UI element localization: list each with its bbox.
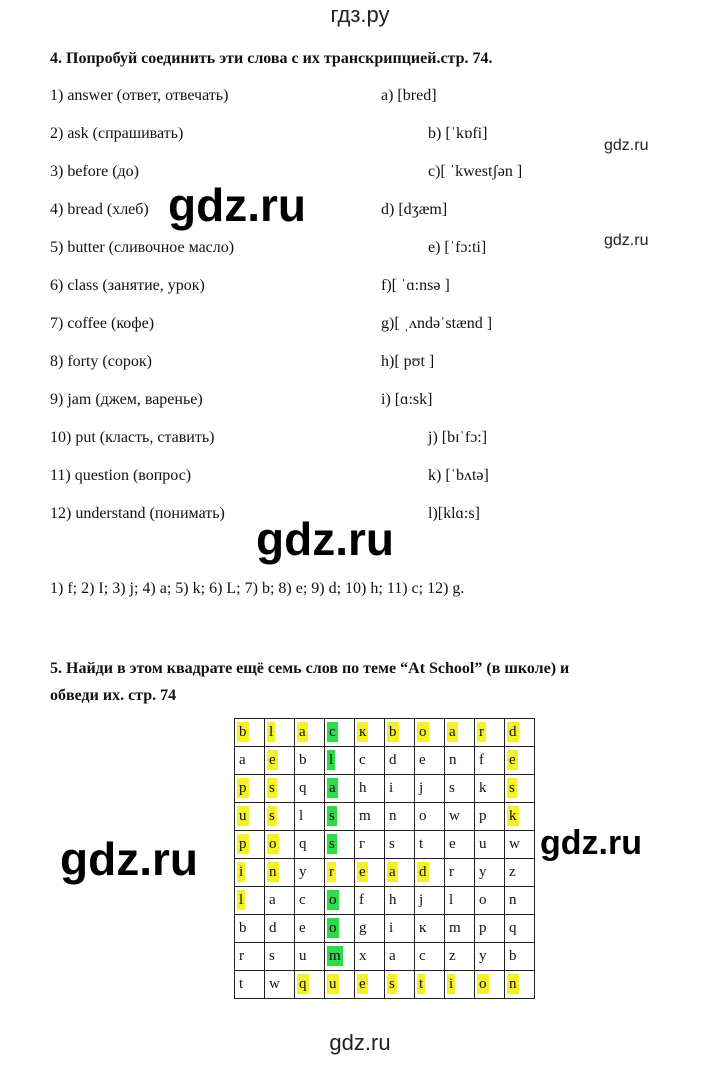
word-search-grid bbox=[234, 718, 535, 999]
grid-cell[interactable] bbox=[505, 943, 535, 971]
grid-cell[interactable] bbox=[445, 971, 475, 999]
grid-letter: e bbox=[269, 752, 276, 768]
grid-cell[interactable] bbox=[505, 775, 535, 803]
grid-cell[interactable] bbox=[355, 775, 385, 803]
grid-letter: q bbox=[299, 976, 307, 992]
grid-letter: c bbox=[299, 892, 306, 908]
transcription-item: f)[ ˈɑ:nsə ] bbox=[381, 277, 450, 294]
grid-cell[interactable] bbox=[475, 747, 505, 775]
grid-cell[interactable] bbox=[445, 831, 475, 859]
grid-letter: n bbox=[509, 976, 517, 992]
grid-letter: n bbox=[449, 752, 457, 768]
grid-letter: b bbox=[239, 724, 247, 740]
grid-letter: n bbox=[389, 808, 397, 824]
grid-cell[interactable] bbox=[325, 915, 355, 943]
answer-line: 1) f; 2) I; 3) j; 4) a; 5) k; 6) L; 7) b; 8) e; 9) d; 10) h; 11) c; 12) g. bbox=[50, 580, 465, 597]
grid-letter: y bbox=[299, 864, 307, 880]
grid-letter: s bbox=[269, 808, 275, 824]
watermark-small: gdz.ru bbox=[604, 137, 649, 154]
grid-cell[interactable] bbox=[295, 971, 325, 999]
transcription-item: g)[ ˌʌndəˈstænd ] bbox=[381, 315, 493, 332]
grid-cell[interactable] bbox=[355, 971, 385, 999]
word-item: 3) before (до) bbox=[50, 163, 139, 180]
grid-cell[interactable] bbox=[265, 747, 295, 775]
grid-letter: p bbox=[479, 808, 487, 824]
grid-letter: к bbox=[419, 920, 427, 936]
task5-heading-cont: обведи их. стр. 74 bbox=[50, 687, 177, 704]
grid-letter: o bbox=[329, 920, 337, 936]
transcription-item: j) [bɪˈfɔ:] bbox=[428, 429, 488, 446]
grid-letter: m bbox=[359, 808, 371, 824]
grid-cell[interactable] bbox=[235, 887, 265, 915]
grid-letter: o bbox=[269, 836, 277, 852]
transcription-item: b) [ˈkɒfi] bbox=[428, 125, 488, 142]
transcription-item: a) [bred] bbox=[381, 87, 437, 104]
grid-cell[interactable] bbox=[265, 775, 295, 803]
grid-cell[interactable] bbox=[475, 803, 505, 831]
grid-row bbox=[235, 943, 535, 971]
grid-cell[interactable] bbox=[385, 915, 415, 943]
watermark-small: gdz.ru bbox=[604, 232, 649, 249]
grid-letter: y bbox=[479, 864, 487, 880]
grid-cell[interactable] bbox=[415, 859, 445, 887]
word-item: 6) class (занятие, урок) bbox=[50, 277, 205, 294]
word-item: 5) butter (сливочное масло) bbox=[50, 239, 235, 256]
grid-cell[interactable] bbox=[325, 887, 355, 915]
grid-cell[interactable] bbox=[475, 887, 505, 915]
grid-letter: c bbox=[419, 948, 426, 964]
grid-cell[interactable] bbox=[325, 971, 355, 999]
grid-cell[interactable] bbox=[325, 859, 355, 887]
grid-cell[interactable] bbox=[235, 943, 265, 971]
grid-cell[interactable] bbox=[355, 859, 385, 887]
grid-cell[interactable] bbox=[325, 943, 355, 971]
grid-letter: e bbox=[419, 752, 426, 768]
grid-cell[interactable] bbox=[265, 887, 295, 915]
grid-letter: a bbox=[239, 752, 246, 768]
grid-letter: c bbox=[359, 752, 366, 768]
transcription-item: e) [ˈfɔ:ti] bbox=[428, 239, 487, 256]
grid-letter: o bbox=[479, 892, 487, 908]
grid-cell[interactable] bbox=[385, 719, 415, 747]
grid-cell[interactable] bbox=[355, 747, 385, 775]
grid-letter: l bbox=[299, 808, 304, 824]
grid-letter: l bbox=[269, 724, 274, 740]
grid-cell[interactable] bbox=[235, 719, 265, 747]
grid-letter: m bbox=[329, 948, 341, 964]
word-item: 4) bread (хлеб) bbox=[50, 201, 149, 218]
grid-cell[interactable] bbox=[415, 915, 445, 943]
grid-letter: d bbox=[269, 920, 277, 936]
grid-letter: q bbox=[299, 780, 307, 796]
grid-letter: i bbox=[389, 920, 394, 936]
grid-cell[interactable] bbox=[415, 747, 445, 775]
grid-letter: w bbox=[449, 808, 460, 824]
grid-letter: l bbox=[449, 892, 454, 908]
grid-cell[interactable] bbox=[415, 831, 445, 859]
grid-cell[interactable] bbox=[385, 747, 415, 775]
grid-letter: p bbox=[479, 920, 487, 936]
watermark-bottom: gdz.ru bbox=[329, 1030, 391, 1055]
grid-cell[interactable] bbox=[325, 747, 355, 775]
grid-letter: u bbox=[329, 976, 337, 992]
grid-cell[interactable] bbox=[235, 971, 265, 999]
grid-letter: f bbox=[479, 752, 484, 768]
grid-letter: z bbox=[449, 948, 456, 964]
grid-cell[interactable] bbox=[325, 719, 355, 747]
grid-cell[interactable] bbox=[355, 943, 385, 971]
grid-cell[interactable] bbox=[445, 775, 475, 803]
grid-cell[interactable] bbox=[475, 859, 505, 887]
grid-letter: p bbox=[239, 836, 247, 852]
word-item: 9) jam (джем, варенье) bbox=[50, 391, 203, 408]
grid-letter: h bbox=[389, 892, 397, 908]
grid-letter: t bbox=[419, 836, 424, 852]
grid-cell[interactable] bbox=[385, 971, 415, 999]
grid-letter: z bbox=[509, 864, 516, 880]
grid-cell[interactable] bbox=[475, 915, 505, 943]
grid-letter: e bbox=[359, 864, 366, 880]
word-item: 2) ask (спрашивать) bbox=[50, 125, 184, 142]
grid-row bbox=[235, 803, 535, 831]
grid-cell[interactable] bbox=[475, 719, 505, 747]
grid-cell[interactable] bbox=[235, 775, 265, 803]
grid-cell[interactable] bbox=[235, 803, 265, 831]
grid-letter: s bbox=[389, 836, 395, 852]
grid-row bbox=[235, 719, 535, 747]
grid-letter: k bbox=[479, 780, 487, 796]
grid-cell[interactable] bbox=[385, 803, 415, 831]
grid-letter: i bbox=[389, 780, 394, 796]
grid-cell[interactable] bbox=[445, 859, 475, 887]
task5-heading: 5. Найди в этом квадрате ещё семь слов по теме “At School” (в школе) и bbox=[50, 660, 570, 677]
grid-cell[interactable] bbox=[325, 831, 355, 859]
grid-cell[interactable] bbox=[445, 943, 475, 971]
grid-cell[interactable] bbox=[295, 747, 325, 775]
grid-letter: s bbox=[389, 976, 395, 992]
grid-letter: g bbox=[359, 920, 367, 936]
grid-cell[interactable] bbox=[415, 803, 445, 831]
word-item: 7) coffee (кофе) bbox=[50, 315, 155, 332]
grid-cell[interactable] bbox=[505, 915, 535, 943]
grid-letter: w bbox=[509, 836, 520, 852]
grid-letter: l bbox=[329, 752, 334, 768]
grid-letter: r bbox=[329, 864, 334, 880]
grid-cell[interactable] bbox=[445, 803, 475, 831]
word-item: 10) put (класть, ставить) bbox=[50, 429, 215, 446]
grid-letter: г bbox=[359, 836, 366, 852]
grid-letter: e bbox=[509, 752, 516, 768]
transcription-item: d) [dʒæm] bbox=[381, 201, 448, 218]
grid-letter: m bbox=[449, 920, 461, 936]
grid-cell[interactable] bbox=[385, 859, 415, 887]
task4-heading: 4. Попробуй соединить эти слова с их транскрипцией.стр. 74. bbox=[50, 50, 493, 67]
grid-cell[interactable] bbox=[415, 719, 445, 747]
grid-letter: к bbox=[359, 724, 367, 740]
grid-letter: i bbox=[239, 864, 244, 880]
grid-cell[interactable] bbox=[235, 747, 265, 775]
grid-row bbox=[235, 859, 535, 887]
grid-letter: k bbox=[509, 808, 517, 824]
transcription-item: c)[ ˈkwestʃən ] bbox=[428, 163, 523, 180]
grid-cell[interactable] bbox=[265, 971, 295, 999]
grid-cell[interactable] bbox=[265, 943, 295, 971]
grid-cell[interactable] bbox=[445, 887, 475, 915]
grid-cell[interactable] bbox=[505, 803, 535, 831]
grid-letter: u bbox=[479, 836, 487, 852]
grid-letter: c bbox=[329, 724, 336, 740]
grid-cell[interactable] bbox=[295, 859, 325, 887]
grid-letter: e bbox=[449, 836, 456, 852]
grid-cell[interactable] bbox=[445, 719, 475, 747]
grid-cell[interactable] bbox=[505, 747, 535, 775]
grid-letter: a bbox=[299, 724, 306, 740]
grid-letter: t bbox=[239, 976, 244, 992]
grid-letter: q bbox=[509, 920, 517, 936]
site-header[interactable]: гдз.ру bbox=[330, 2, 390, 27]
grid-cell[interactable] bbox=[505, 971, 535, 999]
grid-cell[interactable] bbox=[265, 859, 295, 887]
grid-letter: w bbox=[269, 976, 280, 992]
grid-cell[interactable] bbox=[295, 775, 325, 803]
grid-cell[interactable] bbox=[265, 831, 295, 859]
grid-letter: p bbox=[239, 780, 247, 796]
grid-letter: o bbox=[479, 976, 487, 992]
grid-cell[interactable] bbox=[295, 831, 325, 859]
grid-cell[interactable] bbox=[415, 775, 445, 803]
grid-letter: s bbox=[329, 836, 335, 852]
grid-row bbox=[235, 775, 535, 803]
transcription-item: h)[ pʊt ] bbox=[381, 353, 435, 370]
word-item: 8) forty (сорок) bbox=[50, 353, 152, 370]
grid-letter: u bbox=[239, 808, 247, 824]
grid-cell[interactable] bbox=[475, 971, 505, 999]
grid-cell[interactable] bbox=[355, 831, 385, 859]
grid-row bbox=[235, 971, 535, 999]
word-item: 11) question (вопрос) bbox=[50, 467, 192, 484]
grid-letter: i bbox=[449, 976, 454, 992]
grid-cell[interactable] bbox=[295, 719, 325, 747]
watermark-logo: gdz.ru bbox=[540, 824, 642, 862]
grid-letter: d bbox=[419, 864, 427, 880]
grid-letter: o bbox=[419, 808, 427, 824]
grid-letter: d bbox=[389, 752, 397, 768]
grid-cell[interactable] bbox=[355, 887, 385, 915]
grid-letter: s bbox=[329, 808, 335, 824]
grid-cell[interactable] bbox=[445, 747, 475, 775]
grid-cell[interactable] bbox=[505, 831, 535, 859]
grid-letter: s bbox=[269, 780, 275, 796]
grid-letter: u bbox=[299, 948, 307, 964]
grid-cell[interactable] bbox=[475, 775, 505, 803]
grid-letter: r bbox=[239, 948, 244, 964]
grid-cell[interactable] bbox=[355, 719, 385, 747]
grid-row bbox=[235, 887, 535, 915]
grid-cell[interactable] bbox=[295, 915, 325, 943]
grid-cell[interactable] bbox=[475, 831, 505, 859]
grid-letter: h bbox=[359, 780, 367, 796]
grid-cell[interactable] bbox=[505, 719, 535, 747]
grid-letter: s bbox=[509, 780, 515, 796]
grid-letter: r bbox=[479, 724, 484, 740]
grid-letter: d bbox=[509, 724, 517, 740]
word-item: 12) understand (понимать) bbox=[50, 505, 225, 522]
grid-letter: b bbox=[239, 920, 247, 936]
grid-cell[interactable] bbox=[385, 887, 415, 915]
watermark-logo: gdz.ru bbox=[60, 833, 198, 885]
grid-letter: o bbox=[329, 892, 337, 908]
transcription-item: i) [ɑ:sk] bbox=[381, 391, 433, 408]
grid-cell[interactable] bbox=[295, 943, 325, 971]
grid-letter: j bbox=[419, 780, 424, 796]
grid-letter: y bbox=[479, 948, 487, 964]
grid-cell[interactable] bbox=[385, 943, 415, 971]
grid-cell[interactable] bbox=[295, 803, 325, 831]
grid-letter: n bbox=[269, 864, 277, 880]
transcription-item: k) [ˈbʌtə] bbox=[428, 467, 489, 484]
grid-letter: f bbox=[359, 892, 364, 908]
grid-letter: t bbox=[419, 976, 424, 992]
watermark-logo: gdz.ru bbox=[168, 179, 306, 231]
grid-letter: a bbox=[449, 724, 456, 740]
grid-letter: e bbox=[299, 920, 306, 936]
grid-letter: a bbox=[389, 864, 396, 880]
grid-cell[interactable] bbox=[475, 943, 505, 971]
grid-cell[interactable] bbox=[415, 971, 445, 999]
transcription-item: l)[klɑ:s] bbox=[428, 505, 480, 522]
grid-cell[interactable] bbox=[265, 803, 295, 831]
grid-cell[interactable] bbox=[385, 831, 415, 859]
grid-letter: n bbox=[509, 892, 517, 908]
grid-letter: e bbox=[359, 976, 366, 992]
grid-letter: b bbox=[509, 948, 517, 964]
grid-letter: x bbox=[359, 948, 367, 964]
grid-cell[interactable] bbox=[235, 831, 265, 859]
grid-cell[interactable] bbox=[505, 887, 535, 915]
grid-cell[interactable] bbox=[385, 775, 415, 803]
grid-letter: q bbox=[299, 836, 307, 852]
grid-cell[interactable] bbox=[235, 915, 265, 943]
grid-cell[interactable] bbox=[295, 887, 325, 915]
grid-cell[interactable] bbox=[445, 915, 475, 943]
grid-cell[interactable] bbox=[355, 803, 385, 831]
grid-letter: r bbox=[449, 864, 454, 880]
grid-cell[interactable] bbox=[325, 775, 355, 803]
grid-letter: j bbox=[419, 892, 424, 908]
grid-cell[interactable] bbox=[415, 887, 445, 915]
grid-cell[interactable] bbox=[265, 915, 295, 943]
grid-letter: b bbox=[389, 724, 397, 740]
grid-letter: a bbox=[329, 780, 336, 796]
grid-cell[interactable] bbox=[355, 915, 385, 943]
grid-letter: s bbox=[269, 948, 275, 964]
grid-letter: b bbox=[299, 752, 307, 768]
grid-cell[interactable] bbox=[415, 943, 445, 971]
grid-letter: a bbox=[269, 892, 276, 908]
word-item: 1) answer (ответ, отвечать) bbox=[50, 87, 229, 104]
grid-cell[interactable] bbox=[265, 719, 295, 747]
grid-row bbox=[235, 831, 535, 859]
grid-letter: o bbox=[419, 724, 427, 740]
grid-letter: s bbox=[449, 780, 455, 796]
grid-cell[interactable] bbox=[235, 859, 265, 887]
grid-cell[interactable] bbox=[325, 803, 355, 831]
grid-row bbox=[235, 747, 535, 775]
grid-row bbox=[235, 915, 535, 943]
grid-letter: a bbox=[389, 948, 396, 964]
grid-cell[interactable] bbox=[505, 859, 535, 887]
watermark-logo: gdz.ru bbox=[256, 513, 394, 565]
grid-letter: l bbox=[239, 892, 244, 908]
